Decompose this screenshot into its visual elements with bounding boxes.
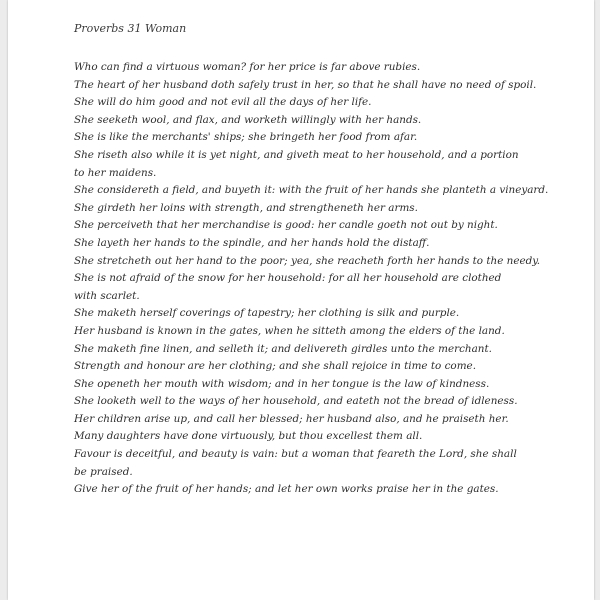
- document-body: [74, 59, 549, 499]
- verse-line: Strength and honour are her clothing; and she shall rejoice in time to come.: [74, 360, 476, 373]
- verse-line: Favour is deceitful, and beauty is vain: but a woman that feareth the Lord, she shall be praised.: [74, 448, 517, 478]
- verse-line: Her husband is known in the gates, when he sitteth among the elders of the land.: [74, 324, 505, 337]
- verse-line: She stretcheth out her hand to the poor; yea, she reacheth forth her hands to the needy.: [74, 254, 541, 267]
- document-title: Proverbs 31 Woman: [74, 22, 187, 35]
- verse-line: Her children arise up, and call her blessed; her husband also, and he praiseth her.: [74, 412, 509, 425]
- verse-line: She layeth her hands to the spindle, and her hands hold the distaff.: [74, 236, 430, 249]
- document-page: [8, 0, 594, 600]
- verse-line: She looketh well to the ways of her household, and eateth not the bread of idleness.: [74, 395, 518, 408]
- verse-line: Many daughters have done virtuously, but thou excellest them all.: [74, 430, 423, 443]
- verse-line: The heart of her husband doth safely trust in her, so that he shall have no need of spoil.: [74, 78, 537, 91]
- verse-line: She girdeth her loins with strength, and strengtheneth her arms.: [74, 201, 418, 214]
- verse-line: Who can find a virtuous woman? for her price is far above rubies.: [74, 61, 421, 73]
- verse-line: She maketh fine linen, and selleth it; and delivereth girdles unto the merchant.: [74, 342, 492, 355]
- verse-line: Give her of the fruit of her hands; and let her own works praise her in the gates.: [74, 483, 499, 496]
- verse-line: She riseth also while it is yet night, and giveth meat to her household, and a portion to her maidens.: [74, 148, 519, 179]
- verse-line: She perceiveth that her merchandise is good: her candle goeth not out by night.: [74, 219, 498, 232]
- verse-line: She maketh herself coverings of tapestry; her clothing is silk and purple.: [74, 307, 460, 320]
- verse-line: She is not afraid of the snow for her household: for all her household are clothed with scarlet.: [74, 272, 502, 302]
- verse-line: She seeketh wool, and flax, and worketh willingly with her hands.: [74, 113, 422, 126]
- verse-line: She considereth a field, and buyeth it: with the fruit of her hands she planteth a vineyard.: [74, 184, 549, 197]
- verse-line: She openeth her mouth with wisdom; and in her tongue is the law of kindness.: [74, 377, 490, 390]
- verse-line: She will do him good and not evil all the days of her life.: [74, 96, 372, 109]
- verse-line: She is like the merchants' ships; she bringeth her food from afar.: [74, 131, 418, 144]
